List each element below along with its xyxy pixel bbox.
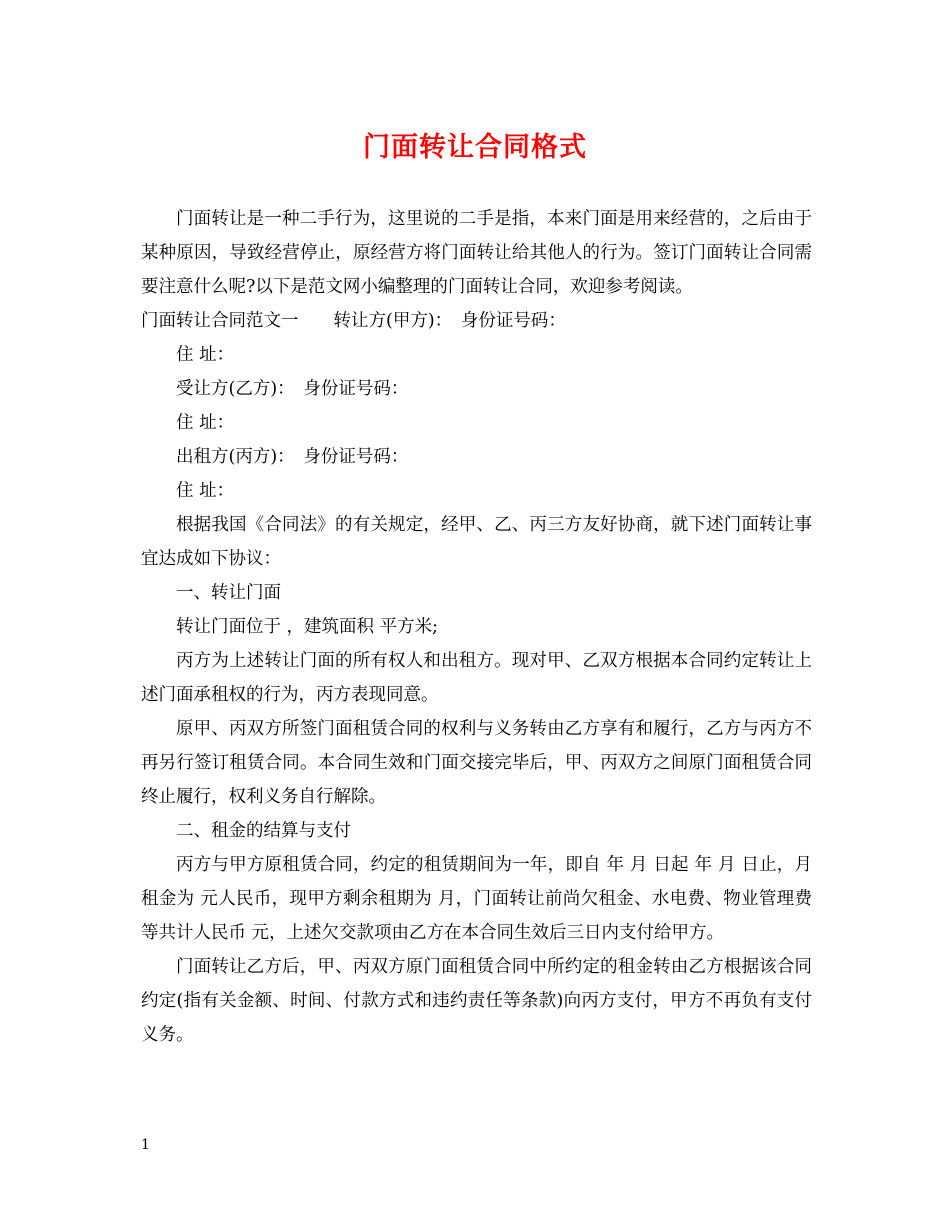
intro-paragraph: 门面转让是一种二手行为，这里说的二手是指，本来门面是用来经营的，之后由于某种原因，导致经营停止，原经营方将门面转让给其他人的行为。签订门面转让合同需要注意什么呢?以下是范文网小编整理的门面转让合同，欢迎参考阅读。 xyxy=(141,209,812,297)
party-c-address: 住 址： xyxy=(176,481,235,501)
rent-terms-paragraph: 丙方与甲方原租赁合同，约定的租赁期间为一年，即自 年 月 日起 年 月 日止，月租金为 元人民币，现甲方剩余租期为 月，门面转让前尚欠租金、水电费、物业管理费等共计人民币 元，上述欠交款项由乙方在本合同生效后三日内支付给甲方。 xyxy=(141,855,812,943)
section-heading-rent: 二、租金的结算与支付 xyxy=(176,821,351,841)
rent-payment-paragraph: 门面转让乙方后，甲、丙双方原门面租赁合同中所约定的租金转由乙方根据该合同约定(指有关金额、时间、付款方式和违约责任等条款)向丙方支付，甲方不再负有支付义务。 xyxy=(141,957,812,1045)
document-body xyxy=(141,202,812,1052)
storefront-location: 转让门面位于 ，建筑面积 平方米; xyxy=(176,617,439,637)
party-a-address: 住 址： xyxy=(176,345,235,365)
party-b-line: 受让方(乙方)： 身份证号码： xyxy=(176,379,409,399)
document-title: 门面转让合同格式 xyxy=(363,132,587,163)
party-a-line: 门面转让合同范文一 转让方(甲方)： 身份证号码： xyxy=(141,311,566,331)
owner-consent-paragraph: 丙方为上述转让门面的所有权人和出租方。现对甲、乙双方根据本合同约定转让上述门面承租权的行为，丙方表现同意。 xyxy=(141,651,812,705)
rights-transfer-paragraph: 原甲、丙双方所签门面租赁合同的权利与义务转由乙方享有和履行，乙方与丙方不再另行签订租赁合同。本合同生效和门面交接完毕后，甲、丙双方之间原门面租赁合同终止履行，权利义务自行解除。 xyxy=(141,719,812,807)
section-heading-transfer: 一、转让门面 xyxy=(176,583,281,603)
agreement-preamble: 根据我国《合同法》的有关规定，经甲、乙、丙三方友好协商，就下述门面转让事宜达成如下协议： xyxy=(141,515,812,569)
party-b-address: 住 址： xyxy=(176,413,235,433)
party-c-line: 出租方(丙方)： 身份证号码： xyxy=(176,447,409,467)
page-number: 1 xyxy=(141,1137,150,1153)
